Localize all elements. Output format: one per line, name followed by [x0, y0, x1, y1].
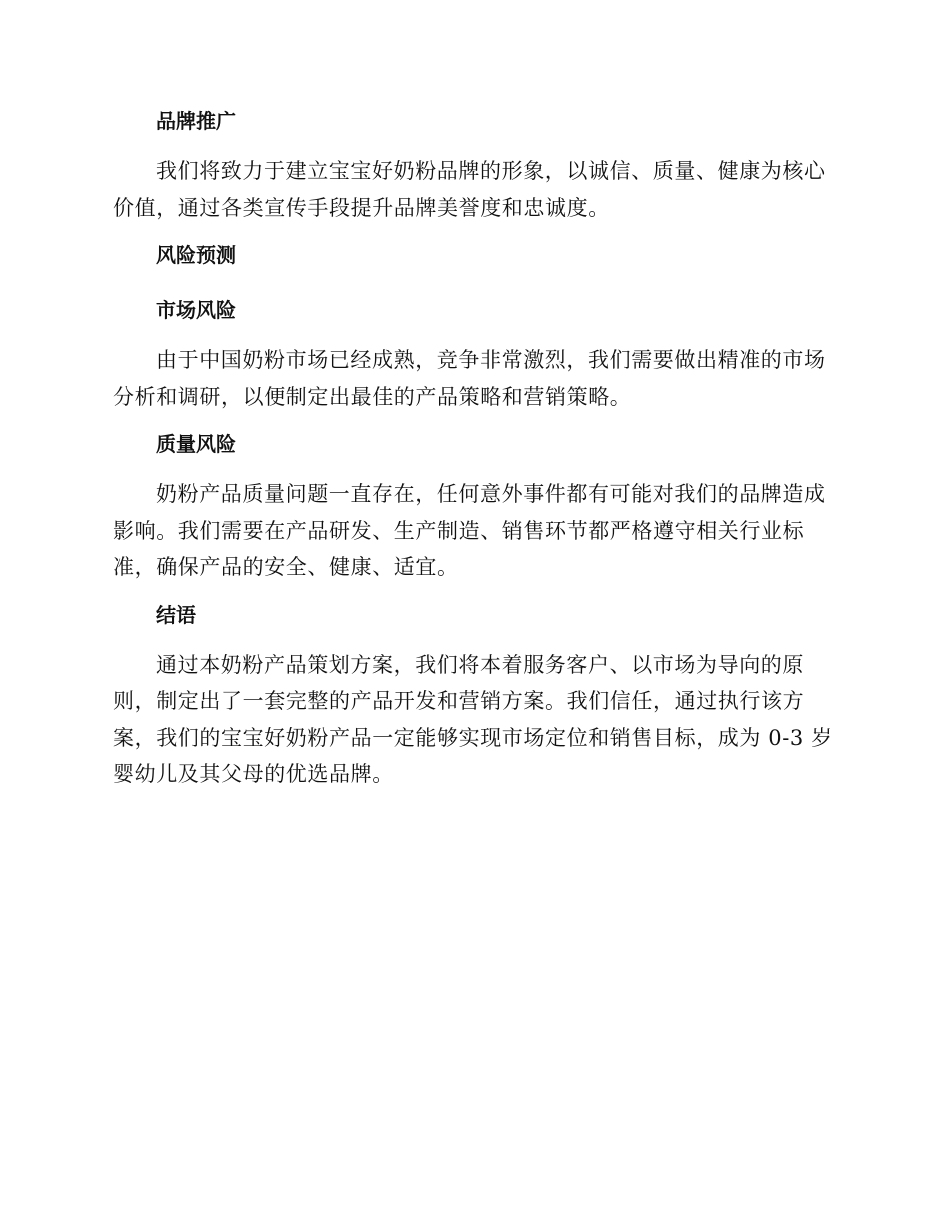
heading-brand-promotion: 品牌推广 [156, 109, 236, 133]
heading-market-risk: 市场风险 [156, 298, 236, 322]
paragraph-conclusion: 通过本奶粉产品策划方案，我们将本着服务客户、以市场为导向的原则，制定出了一套完整的产品开发和营销方案。我们信任，通过执行该方案，我们的宝宝好奶粉产品一定能够实现市场定位和销售目标，成为 0-3 岁婴幼儿及其父母的优选品牌。 [113, 652, 833, 786]
paragraph-market-risk: 由于中国奶粉市场已经成熟，竞争非常激烈，我们需要做出精准的市场分析和调研，以便制定出最佳的产品策略和营销策略。 [113, 348, 826, 409]
heading-conclusion: 结语 [156, 602, 196, 627]
heading-quality-risk: 质量风险 [156, 432, 236, 456]
paragraph-quality-risk: 奶粉产品质量问题一直存在，任何意外事件都有可能对我们的品牌造成影响。我们需要在产品研发、生产制造、销售环节都严格遵守相关行业标准，确保产品的安全、健康、适宜。 [113, 482, 826, 579]
heading-risk-forecast: 风险预测 [156, 243, 236, 267]
paragraph-brand-promotion: 我们将致力于建立宝宝好奶粉品牌的形象，以诚信、质量、健康为核心价值，通过各类宣传手段提升品牌美誉度和忠诚度。 [113, 159, 826, 220]
document-body [113, 106, 833, 793]
